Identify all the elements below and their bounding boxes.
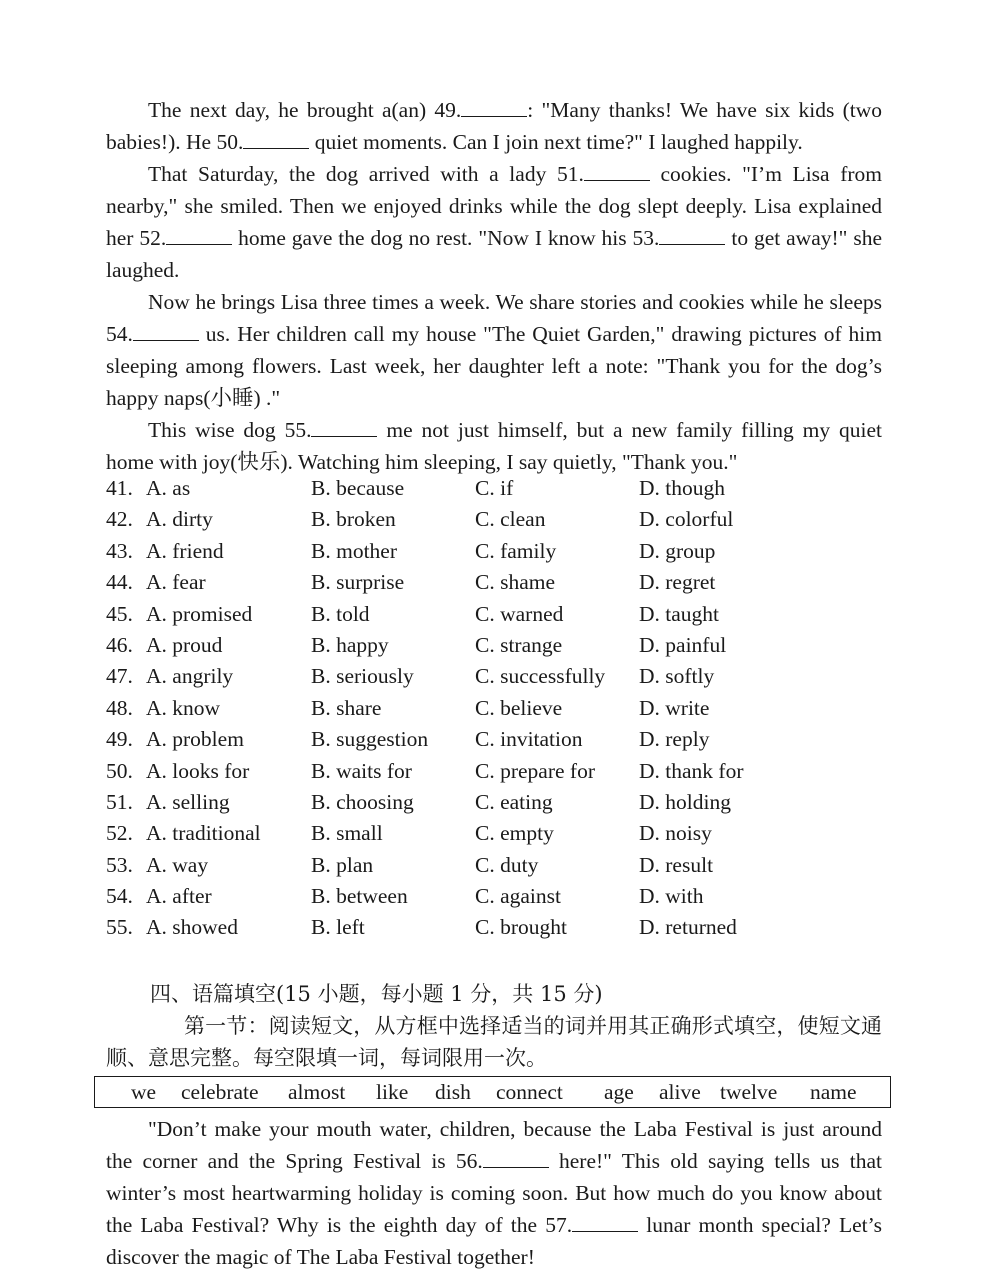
option-c: C. believe <box>475 695 563 720</box>
option-d: D. noisy <box>639 821 712 846</box>
word-box-item: we <box>131 1080 157 1104</box>
answer-options <box>106 473 866 944</box>
option-d: D. returned <box>639 915 737 940</box>
cloze-passage <box>106 94 882 478</box>
word-box <box>94 1076 891 1108</box>
option-c: C. shame <box>475 570 556 595</box>
instruction-text: 第一节：阅读短文，从方框中选择适当的词并用其正确形式填空，使短文通顺、意思完整。每空限填一词，每词限用一次。 <box>106 1014 882 1070</box>
option-b: B. waits for <box>311 758 412 783</box>
word-box-item: dish <box>435 1080 471 1104</box>
option-b: B. between <box>311 884 408 909</box>
option-d: D. thank for <box>639 758 744 783</box>
option-b: B. seriously <box>311 664 414 689</box>
answer-blank <box>572 1211 638 1232</box>
question-number: 53. <box>106 852 133 877</box>
question-number: 50. <box>106 758 133 783</box>
option-row <box>106 818 866 849</box>
option-a: A. showed <box>146 915 238 940</box>
question-number: 42. <box>106 507 133 532</box>
option-a: A. way <box>146 852 209 877</box>
option-row <box>106 850 866 881</box>
option-a: A. selling <box>146 789 230 814</box>
option-row <box>106 756 866 787</box>
option-a: A. problem <box>146 727 244 752</box>
question-number: 55. <box>106 915 133 940</box>
option-b: B. plan <box>311 852 374 877</box>
option-d: D. with <box>639 884 704 909</box>
word-box-item: like <box>376 1080 409 1104</box>
option-row <box>106 661 866 692</box>
question-number: 51. <box>106 789 133 814</box>
option-row <box>106 536 866 567</box>
option-a: A. know <box>146 695 221 720</box>
answer-blank <box>133 320 199 341</box>
question-number: 52. <box>106 821 133 846</box>
option-row <box>106 567 866 598</box>
answer-blank <box>166 224 232 245</box>
option-d: D. colorful <box>639 507 734 532</box>
cloze-paragraph: The next day, he brought a(an) 49. : "Many thanks! We have six kids (two babies!). He 50. quiet moments. Can I join next time?" I laughed happily. <box>106 98 883 154</box>
option-d: D. holding <box>639 789 731 814</box>
word-box-item: twelve <box>720 1080 778 1104</box>
answer-blank <box>311 416 377 437</box>
answer-blank <box>483 1147 549 1168</box>
option-c: C. successfully <box>475 664 606 689</box>
option-d: D. softly <box>639 664 715 689</box>
question-number: 43. <box>106 538 133 563</box>
option-d: D. though <box>639 476 725 500</box>
option-a: A. promised <box>146 601 253 626</box>
option-d: D. reply <box>639 727 710 752</box>
option-c: C. invitation <box>475 727 583 752</box>
option-b: B. left <box>311 915 365 940</box>
option-b: B. surprise <box>311 570 405 595</box>
option-row <box>106 473 866 504</box>
option-row <box>106 693 866 724</box>
question-number: 41. <box>106 476 133 500</box>
cloze-paragraph: Now he brings Lisa three times a week. We share stories and cookies while he sleeps 54. us. Her children call my house "The Quiet Garden," drawing pictures of him sleeping among flowers. Last week, her daughter left a note: "Thank you for the dog’s happy naps(小睡) ." <box>106 290 882 410</box>
option-c: C. family <box>475 538 557 563</box>
option-b: B. told <box>311 601 370 626</box>
option-a: A. traditional <box>146 821 261 846</box>
option-b: B. share <box>311 695 382 720</box>
question-number: 44. <box>106 570 133 595</box>
option-a: A. angrily <box>146 664 234 689</box>
option-c: C. if <box>475 476 514 500</box>
word-box-item: name <box>810 1080 857 1104</box>
section-title: 四、语篇填空(15 小题，每小题 1 分，共 15 分) <box>150 982 603 1006</box>
laba-passage <box>106 1113 882 1273</box>
option-b: B. small <box>311 821 383 846</box>
question-number: 49. <box>106 727 133 752</box>
option-b: B. broken <box>311 507 396 532</box>
option-c: C. brought <box>475 915 567 940</box>
option-c: C. against <box>475 884 561 909</box>
answer-blank <box>461 96 527 117</box>
option-c: C. prepare for <box>475 758 595 783</box>
option-row <box>106 630 866 661</box>
word-box-item: age <box>604 1080 634 1104</box>
option-a: A. friend <box>146 538 224 563</box>
option-d: D. taught <box>639 601 720 626</box>
question-number: 48. <box>106 695 133 720</box>
word-box-item: alive <box>659 1080 701 1104</box>
answer-blank <box>243 128 309 149</box>
section-instruction <box>106 1010 882 1074</box>
option-row <box>106 504 866 535</box>
option-c: C. clean <box>475 507 546 532</box>
question-number: 45. <box>106 601 133 626</box>
option-c: C. duty <box>475 852 539 877</box>
option-a: A. proud <box>146 632 223 657</box>
option-row <box>106 881 866 912</box>
option-row <box>106 787 866 818</box>
answer-blank <box>584 160 650 181</box>
option-d: D. regret <box>639 570 716 595</box>
option-row <box>106 912 866 943</box>
answer-blank <box>659 224 725 245</box>
option-b: B. happy <box>311 632 389 657</box>
word-box-item: connect <box>496 1080 563 1104</box>
option-b: B. because <box>311 476 405 500</box>
option-a: A. after <box>146 884 212 909</box>
option-c: C. eating <box>475 789 553 814</box>
option-c: C. warned <box>475 601 564 626</box>
option-a: A. looks for <box>146 758 250 783</box>
option-row <box>106 724 866 755</box>
question-number: 46. <box>106 632 133 657</box>
word-box-item: almost <box>288 1080 346 1104</box>
option-a: A. fear <box>146 570 206 595</box>
option-c: C. empty <box>475 821 554 846</box>
laba-paragraph: "Don’t make your mouth water, children, because the Laba Festival is just around the corner and the Spring Festival is 56. here!" This old saying tells us that winter’s most heartwarming holiday is coming soon. But how much do you know about the Laba Festival? Why is the eighth day of the 57. lunar month special? Let’s discover the magic of The Laba Festival together! <box>106 1117 882 1269</box>
option-b: B. choosing <box>311 789 414 814</box>
cloze-paragraph: That Saturday, the dog arrived with a lady 51. cookies. "I’m Lisa from nearby," she smiled. Then we enjoyed drinks while the dog slept deeply. Lisa explained her 52. home gave the dog no rest. "Now I know his 53. to get away!" she laughed. <box>106 162 882 282</box>
option-d: D. group <box>639 538 716 563</box>
option-d: D. write <box>639 695 710 720</box>
question-number: 54. <box>106 884 133 909</box>
option-a: A. as <box>146 476 191 500</box>
option-b: B. suggestion <box>311 727 429 752</box>
option-row <box>106 599 866 630</box>
word-box-item: celebrate <box>181 1080 259 1104</box>
option-d: D. painful <box>639 632 727 657</box>
question-number: 47. <box>106 664 133 689</box>
option-a: A. dirty <box>146 507 213 532</box>
option-d: D. result <box>639 852 714 877</box>
option-c: C. strange <box>475 632 563 657</box>
option-b: B. mother <box>311 538 397 563</box>
cloze-paragraph: This wise dog 55. me not just himself, but a new family filling my quiet home with joy(快乐). Watching him sleeping, I say quietly, "Thank you." <box>106 418 882 474</box>
